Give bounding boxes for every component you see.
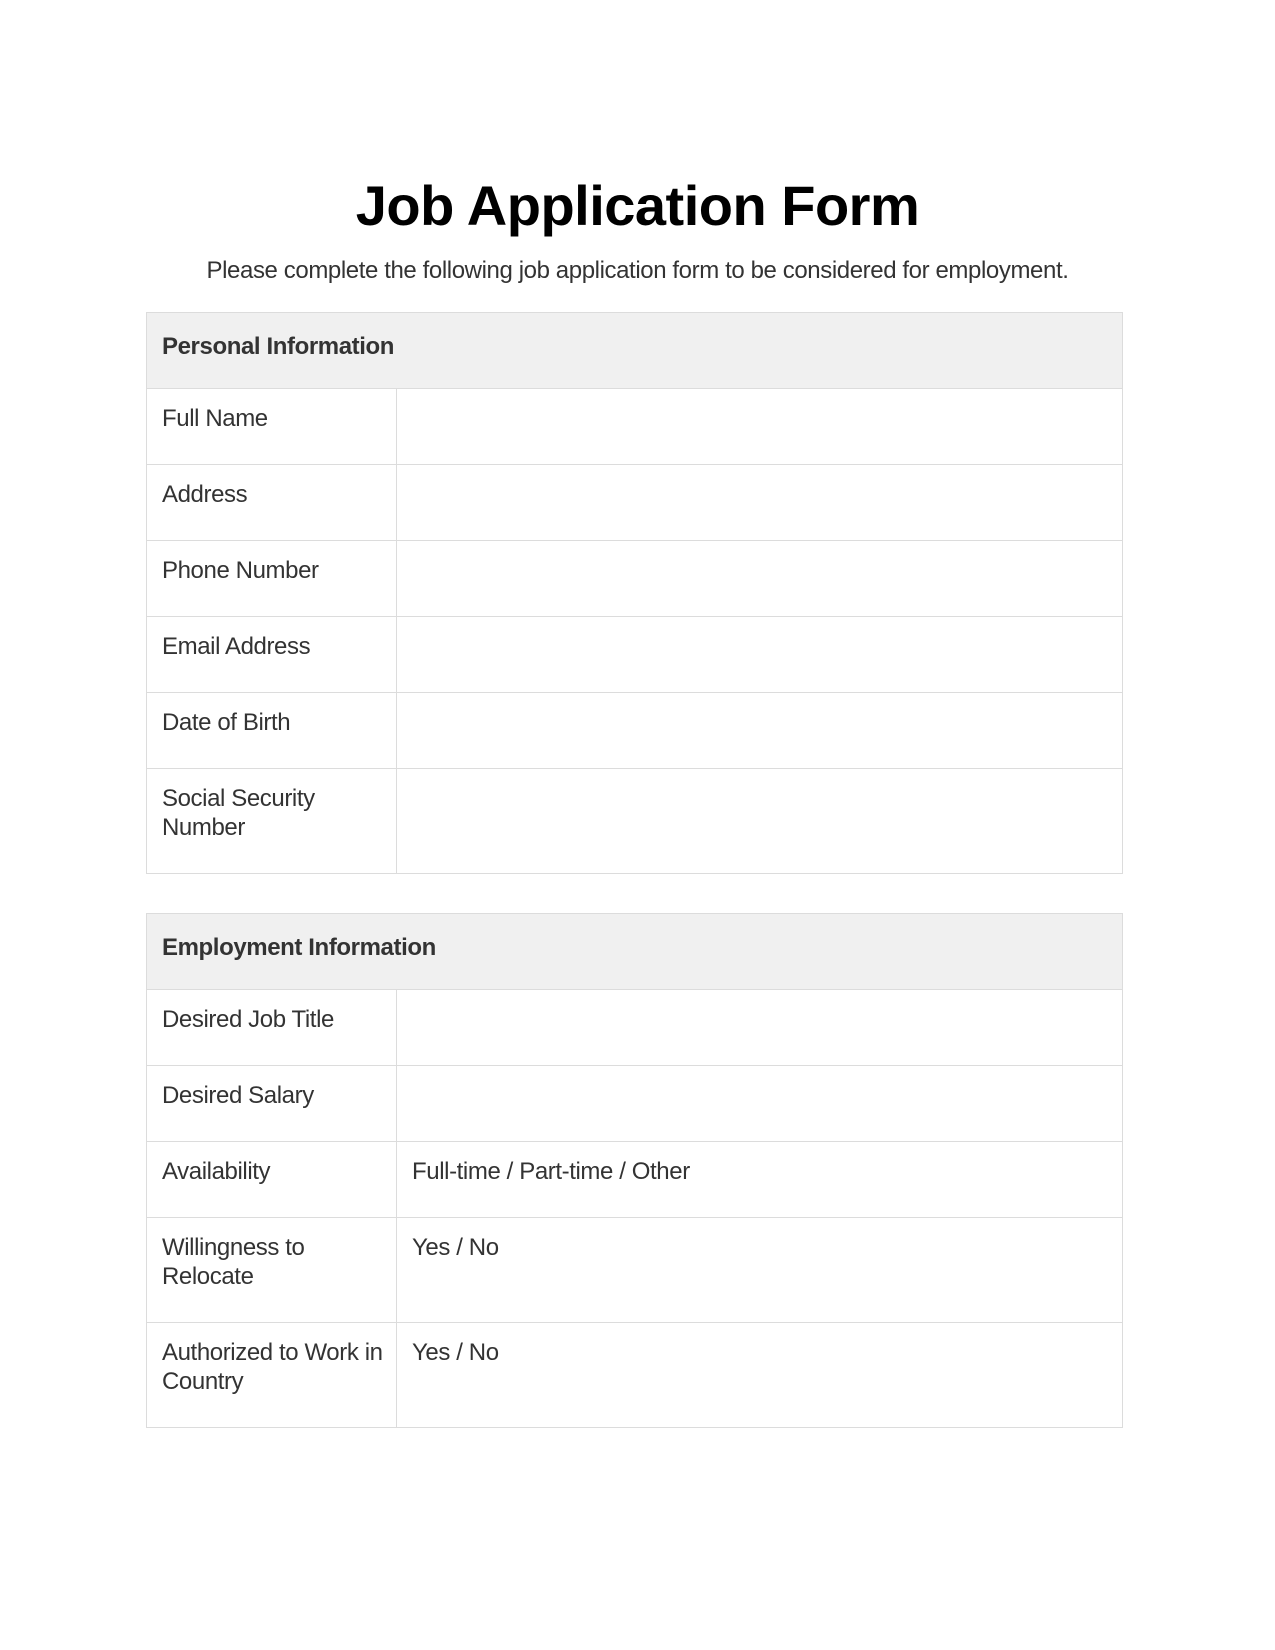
page-title: Job Application Form [355,174,920,237]
field-input-full-name[interactable] [397,389,1123,465]
personal-information-table [146,312,1123,874]
section-title-personal: Personal Information [147,313,1123,389]
table-row [147,1323,1123,1428]
field-label-social-security-number: Social Security Number [147,769,397,874]
table-row [147,541,1123,617]
field-label-address: Address [147,465,397,541]
field-input-social-security-number[interactable] [397,769,1123,874]
table-row [147,769,1123,874]
field-value-availability-options[interactable]: Full-time / Part-time / Other [397,1142,1123,1218]
field-label-availability: Availability [147,1142,397,1218]
field-label-authorized-to-work: Authorized to Work in Country [147,1323,397,1428]
table-row [147,465,1123,541]
employment-information-table [146,913,1123,1428]
table-row [147,1142,1123,1218]
field-label-desired-salary: Desired Salary [147,1066,397,1142]
table-row [147,617,1123,693]
section-title-employment: Employment Information [147,914,1123,990]
field-label-phone-number: Phone Number [147,541,397,617]
table-row [147,990,1123,1066]
field-input-date-of-birth[interactable] [397,693,1123,769]
field-value-authorized-options[interactable]: Yes / No [397,1323,1123,1428]
table-row [147,693,1123,769]
field-label-willingness-to-relocate: Willingness to Relocate [147,1218,397,1323]
table-row [147,1218,1123,1323]
field-label-desired-job-title: Desired Job Title [147,990,397,1066]
section-header-row [147,914,1123,990]
field-value-relocate-options[interactable]: Yes / No [397,1218,1123,1323]
field-label-email-address: Email Address [147,617,397,693]
field-input-desired-job-title[interactable] [397,990,1123,1066]
field-input-phone-number[interactable] [397,541,1123,617]
document-header [0,0,1275,285]
field-label-date-of-birth: Date of Birth [147,693,397,769]
field-input-desired-salary[interactable] [397,1066,1123,1142]
table-row [147,389,1123,465]
field-input-email-address[interactable] [397,617,1123,693]
form-body [146,312,1123,1428]
table-row [147,1066,1123,1142]
field-input-address[interactable] [397,465,1123,541]
field-label-full-name: Full Name [147,389,397,465]
page-subtitle: Please complete the following job application form to be considered for employment. [206,257,1069,284]
section-header-row [147,313,1123,389]
